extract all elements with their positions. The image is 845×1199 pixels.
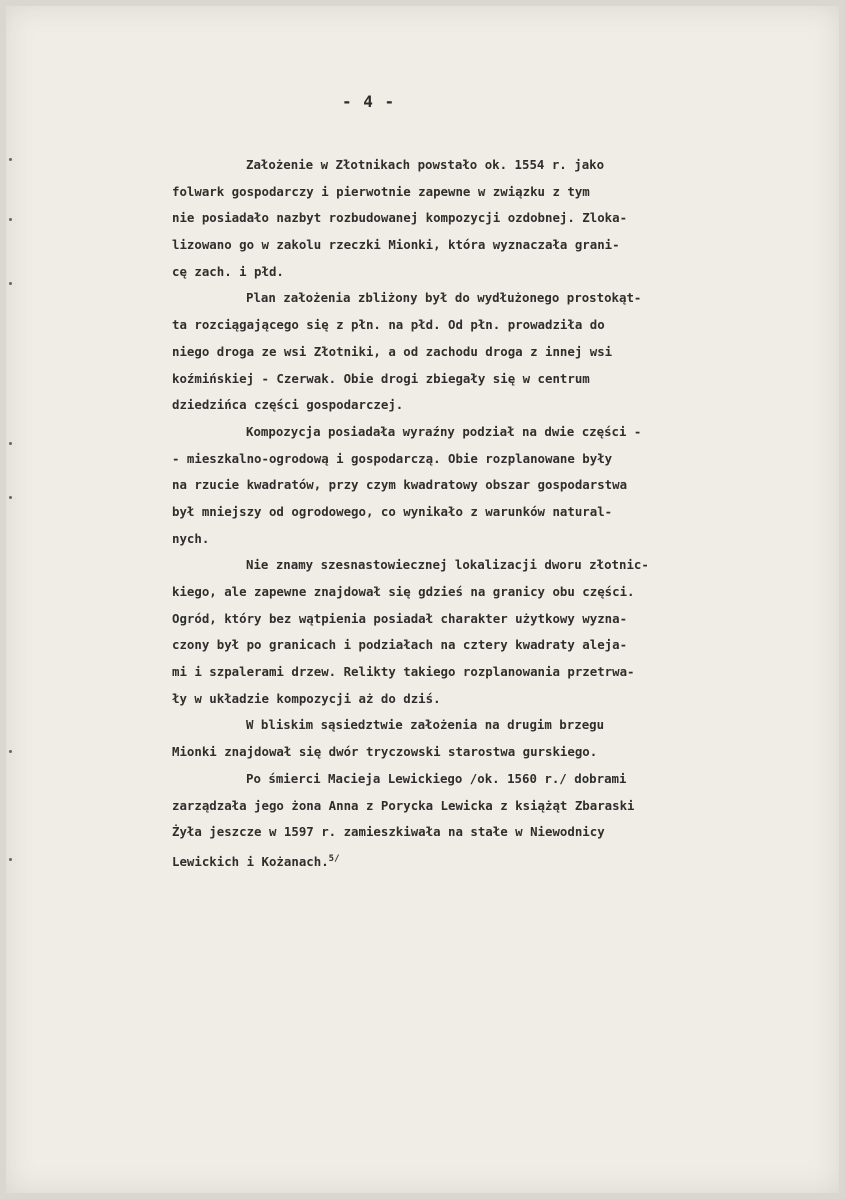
- text-line: Ogród, który bez wątpienia posiadał charakter użytkowy wyzna-: [172, 610, 628, 626]
- text-line-last: [172, 846, 832, 873]
- text-line: mi i szpalerami drzew. Relikty takiego rozplanowania przetrwa-: [172, 664, 635, 680]
- text-line: kiego, ale zapewne znajdował się gdzieś na granicy obu części.: [172, 584, 635, 599]
- text-line: W bliskim sąsiedztwie założenia na drugim brzegu: [246, 717, 605, 733]
- text-line: Kompozycja posiadała wyraźny podział na dwie części -: [246, 423, 642, 439]
- text-line: Założenie w Złotnikach powstało ok. 1554 r. jako: [246, 157, 605, 172]
- text-line: koźmińskiej - Czerwak. Obie drogi zbiegały się w centrum: [172, 370, 590, 386]
- text-line: Po śmierci Macieja Lewickiego /ok. 1560 r./ dobrami: [246, 770, 627, 786]
- text-line: Mionki znajdował się dwór tryczowski starostwa gurskiego.: [172, 744, 598, 760]
- text-line: - mieszkalno-ogrodową i gospodarczą. Obie rozplanowane były: [172, 450, 613, 466]
- text-line: ta rozciągającego się z płn. na płd. Od płn. prowadziła do: [172, 317, 605, 333]
- text-line: dziedzińca części gospodarczej.: [172, 397, 404, 413]
- binder-hole: [9, 858, 12, 861]
- binder-hole: [9, 218, 12, 221]
- text-line: czony był po granicach i podziałach na cztery kwadraty aleja-: [172, 637, 628, 653]
- binder-hole: [9, 750, 12, 753]
- text-line: był mniejszy od ogrodowego, co wynikało z warunków natural-: [172, 503, 613, 519]
- text-line: Żyła jeszcze w 1597 r. zamieszkiwała na stałe w Niewodnicy: [172, 824, 605, 840]
- text-line: folwark gospodarczy i pierwotnie zapewne w związku z tym: [172, 183, 590, 199]
- body-text: [172, 152, 832, 873]
- text-line: nie posiadało nazbyt rozbudowanej kompozycji ozdobnej. Zloka-: [172, 210, 628, 226]
- text-line: ły w układzie kompozycji aż do dziś.: [172, 690, 441, 706]
- text-line: na rzucie kwadratów, przy czym kwadratowy obszar gospodarstwa: [172, 477, 628, 493]
- text-line: zarządzała jego żona Anna z Porycka Lewicka z książąt Zbaraski: [172, 797, 635, 813]
- text-line: cę zach. i płd.: [172, 263, 284, 279]
- text-line: niego droga ze wsi Złotniki, a od zachodu droga z innej wsi: [172, 343, 613, 359]
- binder-hole: [9, 158, 12, 161]
- text-line: lizowano go w zakolu rzeczki Mionki, która wyznaczała grani-: [172, 237, 620, 253]
- binder-hole: [9, 282, 12, 285]
- text-line: Plan założenia zbliżony był do wydłużonego prostokąt-: [246, 290, 642, 306]
- page-number: - 4 -: [342, 92, 396, 111]
- text-line: Nie znamy szesnastowiecznej lokalizacji dworu złotnic-: [246, 557, 649, 573]
- text-line: Lewickich i Kożanach.: [172, 854, 329, 869]
- text-line: nych.: [172, 530, 210, 546]
- binder-hole: [9, 442, 12, 445]
- footnote-reference: 5/: [328, 853, 340, 864]
- document-page: [6, 6, 839, 1193]
- binder-hole: [9, 496, 12, 499]
